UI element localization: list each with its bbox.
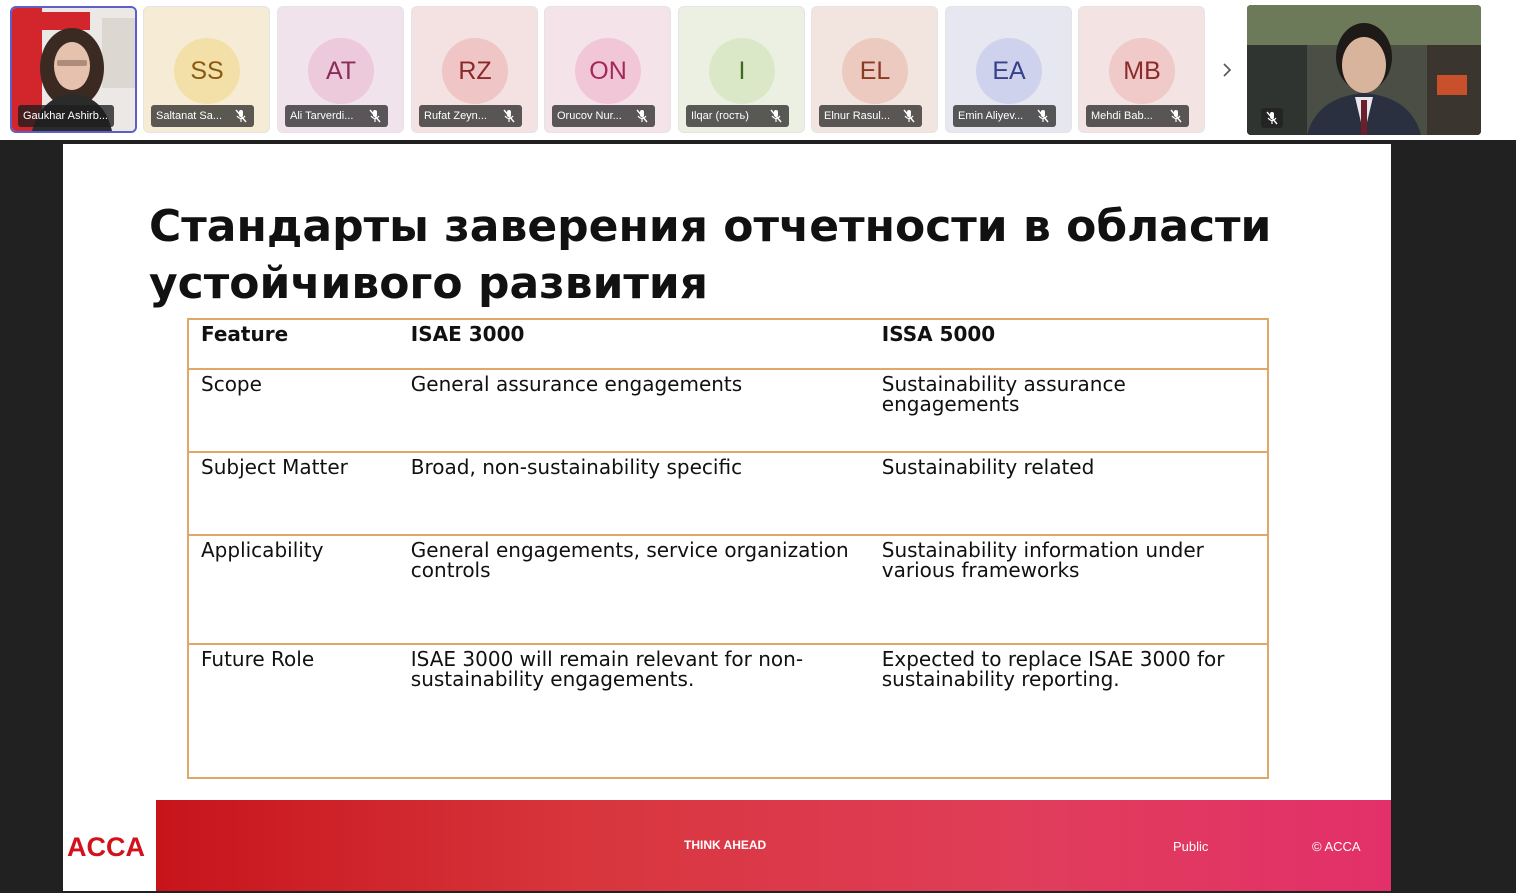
participant-name-plate	[151, 105, 254, 127]
participant-name: Elnur Rasul...	[824, 110, 891, 122]
column-header: ISSA 5000	[870, 319, 1268, 369]
participant-name: Emin Aliyev...	[958, 110, 1024, 122]
slide-footer	[63, 800, 1391, 891]
participant-tile[interactable]	[544, 6, 671, 133]
footer-classification: Public	[1173, 839, 1209, 854]
participant-tile[interactable]	[411, 6, 538, 133]
participant-name: Orucov Nur...	[557, 110, 622, 122]
acca-logo: ACCA	[67, 832, 145, 862]
avatar: EA	[976, 38, 1042, 104]
mic-muted-icon	[767, 107, 785, 125]
table-header-row	[188, 319, 1268, 369]
table-cell: General engagements, service organization controls	[399, 535, 870, 644]
participant-name: Ali Tarverdi...	[290, 110, 354, 122]
table-row	[188, 535, 1268, 644]
participant-name: Gaukhar Ashirb...	[23, 110, 108, 122]
table-cell: Expected to replace ISAE 3000 for sustainability reporting.	[870, 644, 1268, 778]
mic-muted-icon	[1034, 107, 1052, 125]
avatar: EL	[842, 38, 908, 104]
participant-tile[interactable]	[277, 6, 404, 133]
participant-tile[interactable]	[1078, 6, 1205, 133]
participant-name-plate	[953, 105, 1056, 127]
footer-tagline: THINK AHEAD	[684, 838, 767, 852]
mic-muted-icon	[232, 107, 250, 125]
mic-muted-icon	[1261, 108, 1283, 128]
mic-muted-icon	[900, 107, 918, 125]
table-cell: Sustainability assurance engagements	[870, 369, 1268, 452]
table-cell: Future Role	[188, 644, 399, 778]
chevron-right-icon[interactable]	[1211, 6, 1242, 133]
avatar: AT	[308, 38, 374, 104]
avatar: MB	[1109, 38, 1175, 104]
table-cell: Applicability	[188, 535, 399, 644]
self-video-tile[interactable]	[1247, 5, 1481, 135]
avatar: RZ	[442, 38, 508, 104]
avatar: ON	[575, 38, 641, 104]
participant-name: Saltanat Sa...	[156, 110, 223, 122]
avatar: I	[709, 38, 775, 104]
table-cell: Scope	[188, 369, 399, 452]
avatar: SS	[174, 38, 240, 104]
column-header: Feature	[188, 319, 399, 369]
participant-tile-speaker[interactable]	[10, 6, 137, 133]
mic-muted-icon	[1167, 107, 1185, 125]
comparison-table	[187, 318, 1269, 779]
table-cell: Sustainability information under various frameworks	[870, 535, 1268, 644]
table-cell: Subject Matter	[188, 452, 399, 535]
mic-muted-icon	[500, 107, 518, 125]
participant-name: Rufat Zeyn...	[424, 110, 487, 122]
participant-name-plate	[552, 105, 655, 127]
mic-muted-icon	[366, 107, 384, 125]
participant-tile[interactable]	[678, 6, 805, 133]
participant-tile[interactable]	[945, 6, 1072, 133]
participant-name-plate	[686, 105, 789, 127]
participant-name-plate	[18, 105, 114, 127]
table-cell: Sustainability related	[870, 452, 1268, 535]
table-cell: General assurance engagements	[399, 369, 870, 452]
participant-name-plate	[285, 105, 388, 127]
slide-title: Стандарты заверения отчетности в области устойчивого развития	[149, 201, 1272, 309]
presentation-slide	[63, 144, 1391, 891]
logo-area	[63, 800, 156, 891]
footer-copyright: © ACCA	[1312, 839, 1361, 854]
participant-name-plate	[419, 105, 522, 127]
table-row	[188, 452, 1268, 535]
table-cell: ISAE 3000 will remain relevant for non-sustainability engagements.	[399, 644, 870, 778]
mic-muted-icon	[633, 107, 651, 125]
column-header: ISAE 3000	[399, 319, 870, 369]
participant-name-plate	[819, 105, 922, 127]
participant-name: Ilqar (гость)	[691, 110, 749, 122]
table-row	[188, 644, 1268, 778]
participant-strip	[0, 0, 1516, 140]
participant-tile[interactable]	[143, 6, 270, 133]
table-cell: Broad, non-sustainability specific	[399, 452, 870, 535]
participant-tile[interactable]	[811, 6, 938, 133]
participant-name-plate	[1086, 105, 1189, 127]
table-row	[188, 369, 1268, 452]
participant-name: Mehdi Bab...	[1091, 110, 1153, 122]
